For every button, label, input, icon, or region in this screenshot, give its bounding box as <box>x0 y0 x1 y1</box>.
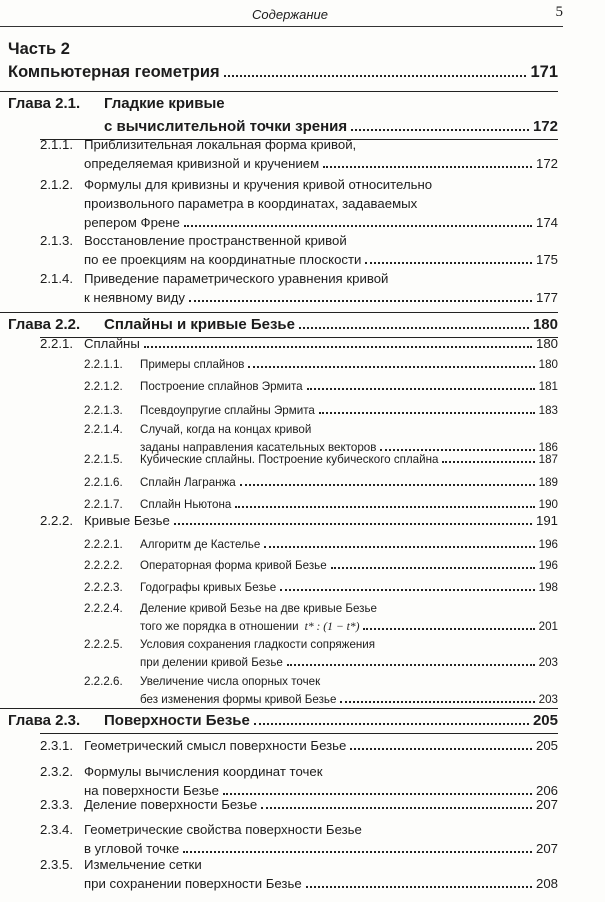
entry-title: заданы направления касательных векторов <box>140 440 377 454</box>
entry-title: Случай, когда на концах кривой <box>140 423 312 436</box>
entry-number: 2.2.1.6. <box>84 476 123 490</box>
toc-line <box>84 380 558 393</box>
toc-line <box>40 233 347 248</box>
leader-dots <box>261 798 532 809</box>
entry-number: 2.3.5. <box>40 857 73 872</box>
ratio-formula: t* : (1 − t*) <box>304 619 360 633</box>
entry-title: Операторная форма кривой Безье <box>140 559 327 573</box>
entry-title: к неявному виду <box>84 290 185 305</box>
entry-title: на поверхности Безье <box>84 783 219 798</box>
toc-line <box>84 638 375 651</box>
entry-title: Измельчение сетки <box>84 857 202 872</box>
entry-number: Глава 2.2. <box>8 316 81 333</box>
entry-title: Приведение параметрического уравнения кривой <box>84 271 389 286</box>
leader-dots <box>264 538 534 548</box>
toc-line <box>8 712 558 729</box>
toc-line <box>40 783 558 798</box>
toc-line <box>40 841 558 856</box>
toc-line <box>40 738 558 753</box>
entry-number: 2.2.1.5. <box>84 453 123 467</box>
entry-title: Построение сплайнов Эрмита <box>140 380 303 394</box>
leader-dots <box>442 453 534 463</box>
header-rule <box>0 26 563 27</box>
leader-dots <box>224 63 527 77</box>
toc-line <box>40 822 362 837</box>
entry-title: Геометрические свойства поверхности Безье <box>84 822 362 837</box>
toc-line <box>40 876 558 891</box>
chapter-rule <box>0 708 558 709</box>
toc-line <box>84 358 558 371</box>
entry-title: Условия сохранения гладкости сопряжения <box>140 638 376 651</box>
toc-line <box>40 271 388 286</box>
toc-line <box>40 196 417 211</box>
entry-number: 2.2.2.3. <box>84 581 123 595</box>
leader-dots <box>299 317 529 330</box>
toc-line <box>84 581 558 594</box>
leader-dots <box>363 620 534 630</box>
leader-dots <box>365 253 532 264</box>
entry-number: 2.1.2. <box>40 177 73 192</box>
page-ref: 190 <box>538 498 558 512</box>
toc-line <box>8 63 558 82</box>
toc-line <box>40 215 558 230</box>
toc-line <box>40 764 322 779</box>
chapter-sub-rule <box>40 733 558 734</box>
toc-line <box>84 441 558 454</box>
entry-number: 2.1.4. <box>40 271 73 286</box>
entry-title: произвольного параметра в координатах, задаваемых <box>84 196 418 211</box>
entry-number: 2.1.3. <box>40 233 73 248</box>
toc-line <box>84 559 558 572</box>
toc-line <box>40 252 558 267</box>
toc-line <box>84 602 377 615</box>
entry-number: 2.2.1.7. <box>84 498 123 512</box>
entry-number: 2.2.2. <box>40 513 73 528</box>
toc-line <box>40 857 202 872</box>
entry-number: 2.2.1. <box>40 336 73 351</box>
entry-title: с вычислительной точки зрения <box>104 118 348 135</box>
entry-title: Сплайны и кривые Безье <box>104 316 295 333</box>
entry-number: 2.2.1.4. <box>84 423 123 436</box>
entry-title: Годографы кривых Безье <box>140 581 277 595</box>
entry-title: при делении кривой Безье <box>140 655 283 669</box>
entry-number: Глава 2.1. <box>8 95 81 112</box>
leader-dots <box>340 693 534 703</box>
entry-number: 2.2.2.6. <box>84 675 123 688</box>
entry-number: 2.3.3. <box>40 797 73 812</box>
leader-dots <box>144 337 532 348</box>
page-ref: 205 <box>532 712 558 729</box>
entry-title: Сплайны <box>84 336 140 351</box>
toc-line <box>40 290 558 305</box>
toc-line <box>84 693 558 706</box>
entry-number: 2.1.1. <box>40 137 73 152</box>
leader-dots <box>287 656 535 666</box>
page-ref: 201 <box>538 619 558 633</box>
leader-dots <box>350 739 532 750</box>
page-ref: 203 <box>538 692 558 706</box>
toc-line <box>40 156 558 171</box>
leader-dots <box>254 713 529 726</box>
toc-line <box>84 404 558 417</box>
page-ref: 206 <box>535 783 558 798</box>
leader-dots <box>174 514 532 525</box>
entry-title: Формулы для кривизны и кручения кривой относительно <box>84 177 433 192</box>
toc-line <box>40 137 356 152</box>
running-head <box>0 4 605 26</box>
page-ref: 203 <box>538 655 558 669</box>
chapter-rule <box>0 91 558 92</box>
entry-title: Компьютерная геометрия <box>8 63 220 81</box>
leader-dots <box>189 291 532 302</box>
leader-dots <box>235 498 534 508</box>
toc-line <box>84 453 558 466</box>
entry-title: того же порядка в отношении <box>140 619 299 633</box>
page-ref: 187 <box>538 453 558 467</box>
entry-number: 2.2.2.1. <box>84 538 123 552</box>
page-ref: 198 <box>538 581 558 595</box>
toc-line <box>40 797 558 812</box>
entry-title: Алгоритм де Кастелье <box>140 538 261 552</box>
entry-number: 2.2.1.1. <box>84 358 123 372</box>
entry-number: 2.2.1.2. <box>84 380 123 394</box>
chapter-rule <box>0 312 558 313</box>
page-ref: 171 <box>530 63 558 81</box>
entry-title: без изменения формы кривой Безье <box>140 692 337 706</box>
entry-number: 2.3.2. <box>40 764 73 779</box>
toc-line <box>40 336 558 351</box>
leader-dots <box>240 476 535 486</box>
toc-line <box>8 316 558 333</box>
leader-dots <box>184 216 532 227</box>
page-number: 5 <box>555 4 563 20</box>
page-ref: 183 <box>538 404 558 418</box>
page-ref: 181 <box>538 380 558 394</box>
entry-title: Увеличение числа опорных точек <box>140 675 321 688</box>
entry-title: Восстановление пространственной кривой <box>84 233 347 248</box>
entry-title: Псевдоупругие сплайны Эрмита <box>140 404 315 418</box>
toc-line <box>84 538 558 551</box>
leader-dots <box>307 380 535 390</box>
leader-dots <box>280 581 534 591</box>
toc-line <box>84 476 558 489</box>
leader-dots <box>223 784 532 795</box>
toc-line <box>84 656 558 669</box>
leader-dots <box>351 119 529 132</box>
page-ref: 180 <box>538 358 558 372</box>
leader-dots <box>319 404 535 414</box>
toc-line <box>84 620 558 633</box>
entry-title: при сохранении поверхности Безье <box>84 876 302 891</box>
page-ref: 196 <box>538 559 558 573</box>
entry-title: Часть 2 <box>8 40 70 58</box>
entry-title: Кубические сплайны. Построение кубического сплайна <box>140 453 439 467</box>
toc-line <box>84 675 320 688</box>
toc-line <box>84 423 311 436</box>
entry-number: 2.2.2.2. <box>84 559 123 573</box>
page-ref: 180 <box>532 316 558 333</box>
entry-title: Геометрический смысл поверхности Безье <box>84 738 347 753</box>
leader-dots <box>380 441 534 451</box>
page-ref: 180 <box>535 336 558 351</box>
toc-line <box>84 498 558 511</box>
entry-title: Деление поверхности Безье <box>84 797 258 812</box>
page-ref: 205 <box>535 738 558 753</box>
entry-title: по ее проекциям на координатные плоскости <box>84 252 362 267</box>
entry-number: 2.2.2.4. <box>84 602 123 615</box>
toc-line <box>40 177 432 192</box>
leader-dots <box>248 358 534 368</box>
toc-line <box>8 118 558 135</box>
entry-title: Примеры сплайнов <box>140 358 245 372</box>
running-head-title: Содержание <box>252 7 328 22</box>
entry-number: 2.2.1.3. <box>84 404 123 418</box>
leader-dots <box>183 842 532 853</box>
entry-title: Деление кривой Безье на две кривые Безье <box>140 602 377 615</box>
leader-dots <box>331 559 535 569</box>
page-ref: 207 <box>535 797 558 812</box>
entry-title: в угловой точке <box>84 841 180 856</box>
toc-line <box>8 40 70 59</box>
page-ref: 174 <box>535 215 558 230</box>
leader-dots <box>306 877 532 888</box>
entry-number: Глава 2.3. <box>8 712 81 729</box>
page-ref: 175 <box>535 252 558 267</box>
entry-title: Кривые Безье <box>84 513 170 528</box>
entry-title: Сплайн Ньютона <box>140 498 232 512</box>
entry-title: определяемая кривизной и кручением <box>84 156 320 171</box>
page-ref: 189 <box>538 476 558 490</box>
entry-title: Поверхности Безье <box>104 712 250 729</box>
entry-number: 2.3.4. <box>40 822 73 837</box>
entry-title: Гладкие кривые <box>104 95 225 112</box>
toc-line <box>8 95 225 112</box>
page-ref: 191 <box>535 513 558 528</box>
page-ref: 172 <box>532 118 558 135</box>
entry-title: репером Френе <box>84 215 180 230</box>
page-ref: 172 <box>535 156 558 171</box>
entry-title: Формулы вычисления координат точек <box>84 764 323 779</box>
page-ref: 196 <box>538 538 558 552</box>
page-ref: 186 <box>538 440 558 454</box>
entry-title: Приблизительная локальная форма кривой, <box>84 137 357 152</box>
toc-line <box>40 513 558 528</box>
entry-number: 2.2.2.5. <box>84 638 123 651</box>
page-ref: 177 <box>535 290 558 305</box>
entry-title: Сплайн Лагранжа <box>140 476 236 490</box>
page-ref: 208 <box>535 876 558 891</box>
leader-dots <box>323 157 532 168</box>
page-ref: 207 <box>535 841 558 856</box>
entry-number: 2.3.1. <box>40 738 73 753</box>
